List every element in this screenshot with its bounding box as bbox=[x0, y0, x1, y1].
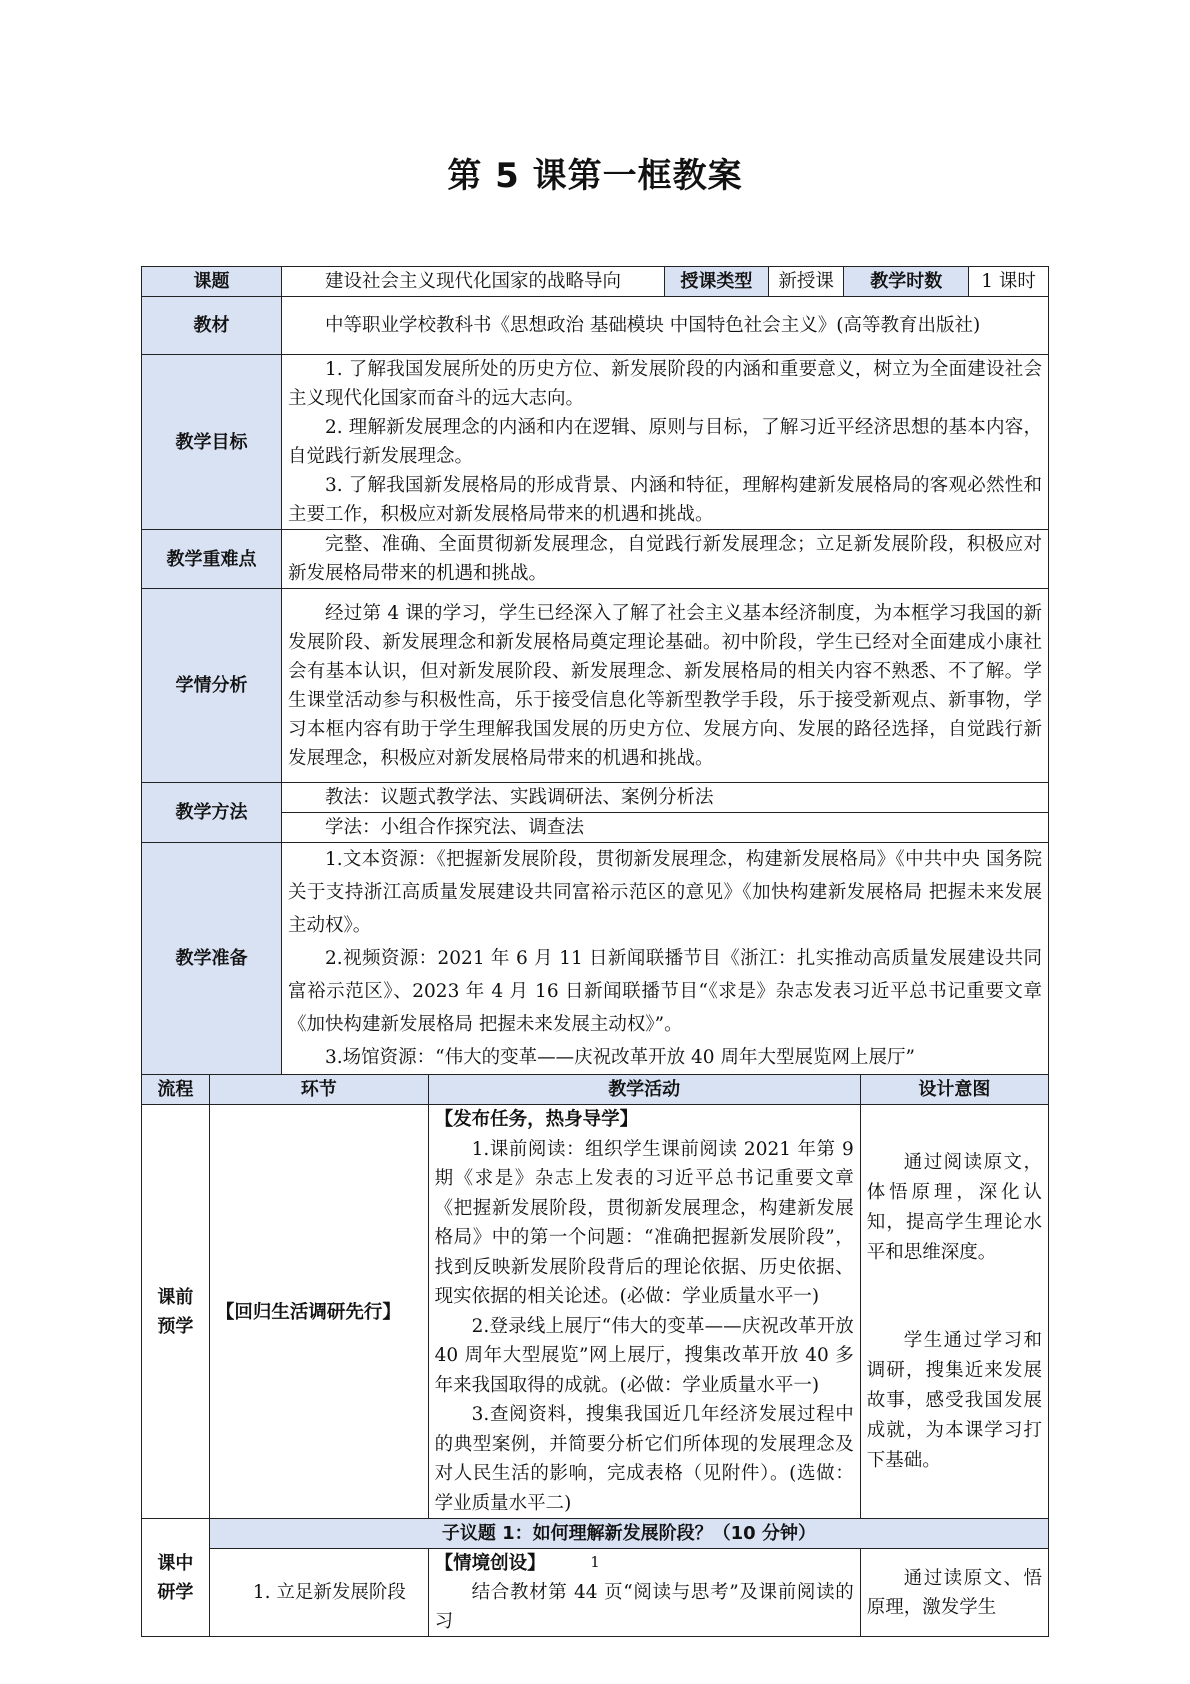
prep-row bbox=[142, 843, 1049, 1075]
prep-item: 3.场馆资源：“伟大的变革——庆祝改革开放 40 周年大型展览网上展厅” bbox=[325, 1047, 915, 1068]
inclass-activity-text: 结合教材第 44 页“阅读与思考”及课前阅读的习 bbox=[434, 1582, 854, 1632]
analysis-label: 学情分析 bbox=[142, 589, 282, 783]
inclass-subtopic-row bbox=[142, 1519, 1049, 1549]
methods-row bbox=[142, 783, 1049, 813]
flow-step-header: 环节 bbox=[209, 1075, 428, 1105]
goal-item: 3. 了解我国新发展格局的形成背景、内涵和特征，理解构建新发展格局的客观必然性和主要工作，积极应对新发展格局带来的机遇和挑战。 bbox=[288, 475, 1042, 525]
preclass-intent-2: 学生通过学习和调研，搜集近来发展故事，感受我国发展成就，为本课学习打下基础。 bbox=[866, 1329, 1042, 1471]
flow-activity-header: 教学活动 bbox=[428, 1075, 860, 1105]
textbook-label: 教材 bbox=[142, 297, 282, 355]
hours-value: 1 课时 bbox=[969, 267, 1049, 297]
flow-process-header: 流程 bbox=[142, 1075, 210, 1105]
preclass-activity-heading: 【发布任务，热身导学】 bbox=[434, 1109, 639, 1130]
keypoints-label: 教学重难点 bbox=[142, 530, 282, 589]
method-teach: 教法：议题式教学法、实践调研法、案例分析法 bbox=[325, 787, 714, 808]
lesson-plan-table bbox=[141, 266, 1049, 1637]
preclass-row bbox=[142, 1105, 1049, 1519]
inclass-process: 课中研学 bbox=[142, 1519, 210, 1637]
hours-label: 教学时数 bbox=[844, 267, 969, 297]
goal-item: 1. 了解我国发展所处的历史方位、新发展阶段的内涵和重要意义，树立为全面建设社会主义现代化国家而奋斗的远大志向。 bbox=[288, 359, 1042, 409]
keypoints-value: 完整、准确、全面贯彻新发展理念，自觉践行新发展理念；立足新发展阶段，积极应对新发展格局带来的机遇和挑战。 bbox=[288, 534, 1042, 584]
textbook-value: 中等职业学校教科书《思想政治 基础模块 中国特色社会主义》(高等教育出版社) bbox=[325, 315, 981, 336]
preclass-step: 【回归生活调研先行】 bbox=[209, 1105, 428, 1519]
goals-row bbox=[142, 355, 1049, 530]
prep-item: 2.视频资源：2021 年 6 月 11 日新闻联播节目《浙江：扎实推动高质量发展建设共同富裕示范区》、2023 年 4 月 16 日新闻联播节目“《求是》杂志发表习近平总书记重要文章《加快构建新发展格局 把握未来发展主动权》”。 bbox=[288, 948, 1042, 1035]
type-label: 授课类型 bbox=[664, 267, 768, 297]
page-number: 1 bbox=[590, 1553, 600, 1571]
type-value: 新授课 bbox=[768, 267, 843, 297]
inclass-intent: 通过读原文、悟原理，激发学生 bbox=[866, 1567, 1042, 1618]
preclass-activity-item: 1.课前阅读：组织学生课前阅读 2021 年第 9 期《求是》杂志上发表的习近平总书记重要文章《把握新发展阶段，贯彻新发展理念，构建新发展格局》中的第一个问题：“准确把握新发展阶段”，找到反映新发展阶段背后的理论依据、历史依据、现实依据的相关论述。(必做：学业质量水平一) bbox=[434, 1138, 854, 1307]
method-learn: 学法：小组合作探究法、调查法 bbox=[325, 817, 585, 838]
topic-row bbox=[142, 267, 1049, 297]
preclass-process: 课前预学 bbox=[142, 1105, 210, 1519]
preclass-activity-item: 2.登录线上展厅“伟大的变革——庆祝改革开放 40 周年大型展览”网上展厅，搜集改革开放 40 多年来我国取得的成就。(必做：学业质量水平一) bbox=[434, 1315, 854, 1396]
textbook-row bbox=[142, 297, 1049, 355]
inclass-step: 1. 立足新发展阶段 bbox=[252, 1582, 406, 1603]
keypoints-row bbox=[142, 530, 1049, 589]
analysis-row bbox=[142, 589, 1049, 783]
flow-header-row bbox=[142, 1075, 1049, 1105]
topic-label: 课题 bbox=[142, 267, 282, 297]
flow-intent-header: 设计意图 bbox=[860, 1075, 1048, 1105]
inclass-subtopic: 子议题 1：如何理解新发展阶段？（10 分钟） bbox=[209, 1519, 1048, 1549]
analysis-value: 经过第 4 课的学习，学生已经深入了解了社会主义基本经济制度，为本框学习我国的新发展阶段、新发展理念和新发展格局奠定理论基础。初中阶段，学生已经对全面建成小康社会有基本认识，但对新发展阶段、新发展理念、新发展格局的相关内容不熟悉、不了解。学生课堂活动参与积极性高，乐于接受信息化等新型教学手段，乐于接受新观点、新事物，学习本框内容有助于学生理解我国发展的历史方位、发展方向、发展的路径选择，自觉践行新发展理念，积极应对新发展格局带来的机遇和挑战。 bbox=[288, 602, 1042, 769]
goal-item: 2. 理解新发展理念的内涵和内在逻辑、原则与目标，了解习近平经济思想的基本内容，自觉践行新发展理念。 bbox=[288, 417, 1042, 467]
prep-label: 教学准备 bbox=[142, 843, 282, 1075]
preclass-activity-item: 3.查阅资料，搜集我国近几年经济发展过程中的典型案例，并简要分析它们所体现的发展理念及对人民生活的影响，完成表格（见附件）。(选做：学业质量水平二) bbox=[434, 1404, 854, 1514]
topic-value: 建设社会主义现代化国家的战略导向 bbox=[282, 267, 665, 297]
methods-label: 教学方法 bbox=[142, 783, 282, 843]
inclass-activity-heading: 【情境创设】 bbox=[434, 1553, 546, 1574]
goals-label: 教学目标 bbox=[142, 355, 282, 530]
prep-item: 1.文本资源：《把握新发展阶段，贯彻新发展理念，构建新发展格局》《中共中央 国务院关于支持浙江高质量发展建设共同富裕示范区的意见》《加快构建新发展格局 把握未来发展主动权》。 bbox=[288, 849, 1042, 936]
page-title: 第 5 课第一框教案 bbox=[447, 156, 743, 196]
preclass-intent-1: 通过阅读原文，体悟原理，深化认知，提高学生理论水平和思维深度。 bbox=[866, 1151, 1042, 1263]
